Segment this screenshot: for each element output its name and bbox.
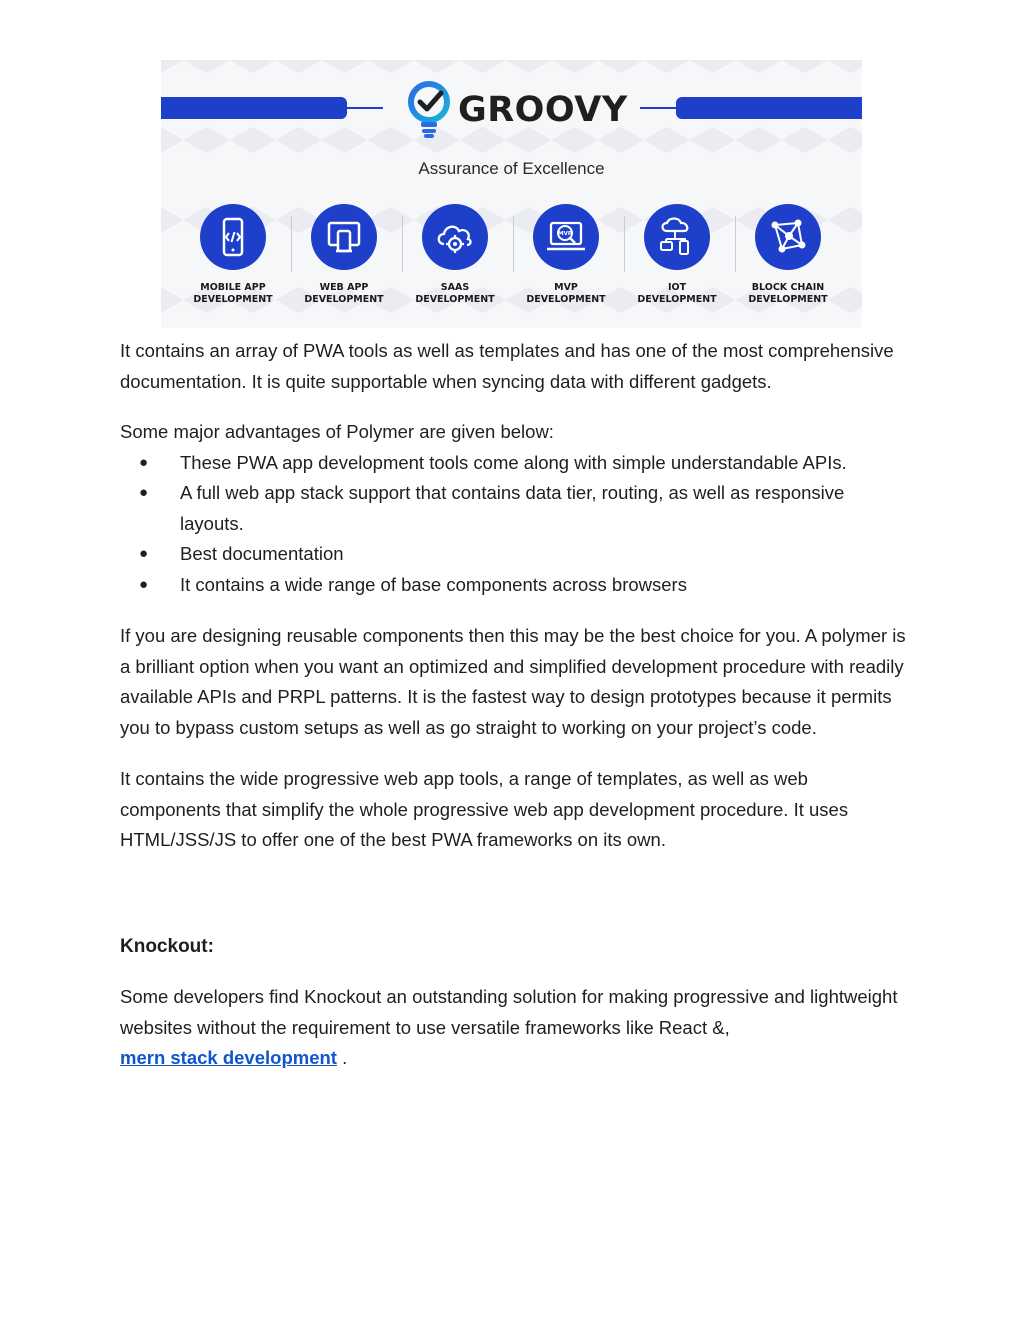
- paragraph-pwa-tools: It contains an array of PWA tools as well as templates and has one of the most comprehensive documentation. It is quite supportable when syncing data with different gadgets.: [120, 340, 894, 392]
- service-label: MOBILE APP DEVELOPMENT: [193, 282, 273, 305]
- service-divider: [402, 216, 403, 272]
- mern-stack-development-link[interactable]: mern stack development: [120, 1047, 337, 1068]
- web-devices-icon: [324, 219, 364, 255]
- banner-bar-right: [676, 97, 862, 119]
- service-mvp: [516, 204, 616, 306]
- service-divider: [624, 216, 625, 272]
- list-item: ● A full web app stack support that contains data tier, routing, as well as responsive layouts.: [120, 478, 910, 539]
- banner-line-right: [640, 107, 676, 109]
- iot-cloud-icon: [656, 217, 698, 257]
- section-heading-knockout: Knockout:: [120, 935, 214, 957]
- groovy-logo: [406, 80, 628, 140]
- service-divider: [735, 216, 736, 272]
- mobile-code-icon: [215, 217, 251, 257]
- advantages-intro: Some major advantages of Polymer are given below:: [120, 421, 554, 442]
- service-label: SAAS DEVELOPMENT: [415, 282, 495, 305]
- document-body: [120, 336, 910, 1074]
- service-mobile-app: [183, 204, 283, 306]
- service-divider: [513, 216, 514, 272]
- service-icon-circle: [755, 204, 821, 270]
- banner-tagline: Assurance of Excellence: [418, 159, 605, 178]
- service-iot: [627, 204, 727, 306]
- service-icon-circle: [311, 204, 377, 270]
- banner-bar-left: [161, 97, 347, 119]
- brand-name: GROOVY: [458, 90, 628, 130]
- service-label: MVP DEVELOPMENT: [526, 282, 606, 305]
- banner-line-left: [347, 107, 383, 109]
- service-icon-circle: [533, 204, 599, 270]
- paragraph-knockout-text: Some developers find Knockout an outstanding solution for making progressive and lightweight websites without the requirement to use versatile frameworks like React &,: [120, 986, 898, 1038]
- paragraph-reusable-components: If you are designing reusable components then this may be the best choice for you. A polymer is a brilliant option when you want an optimized and simplified development procedure with readily available APIs and PRPL patterns. It is the fastest way to design prototypes because it permits you to bypass custom setups as well as go straight to working on your project’s code.: [120, 625, 906, 738]
- service-block-chain: [738, 204, 838, 306]
- groovy-banner-image: [161, 60, 862, 328]
- paragraph-progressive-tools: It contains the wide progressive web app tools, a range of templates, as well as web components that simplify the whole progressive web app development procedure. It uses HTML/JSS/JS to offer one of the best PWA frameworks on its own.: [120, 768, 849, 850]
- service-saas: [405, 204, 505, 306]
- services-row: [183, 204, 843, 314]
- service-web-app: [294, 204, 394, 306]
- service-label: IOT DEVELOPMENT: [637, 282, 717, 305]
- service-divider: [291, 216, 292, 272]
- mvp-laptop-icon: [545, 218, 587, 256]
- paragraph-knockout-end: .: [336, 1047, 348, 1068]
- svg-text:MVP: MVP: [558, 231, 572, 237]
- cloud-gear-icon: [434, 218, 476, 256]
- list-item: ● Best documentation: [120, 539, 910, 570]
- advantages-list: [120, 448, 910, 601]
- paragraph-knockout: [120, 982, 910, 1074]
- lightbulb-check-icon: [406, 81, 452, 139]
- service-label: WEB APP DEVELOPMENT: [304, 282, 384, 305]
- blockchain-network-icon: [768, 217, 808, 257]
- list-item: ● It contains a wide range of base components across browsers: [120, 570, 910, 601]
- service-label: BLOCK CHAIN DEVELOPMENT: [748, 282, 828, 305]
- service-icon-circle: [200, 204, 266, 270]
- service-icon-circle: [422, 204, 488, 270]
- service-icon-circle: [644, 204, 710, 270]
- list-item: ● These PWA app development tools come along with simple understandable APIs.: [120, 448, 910, 479]
